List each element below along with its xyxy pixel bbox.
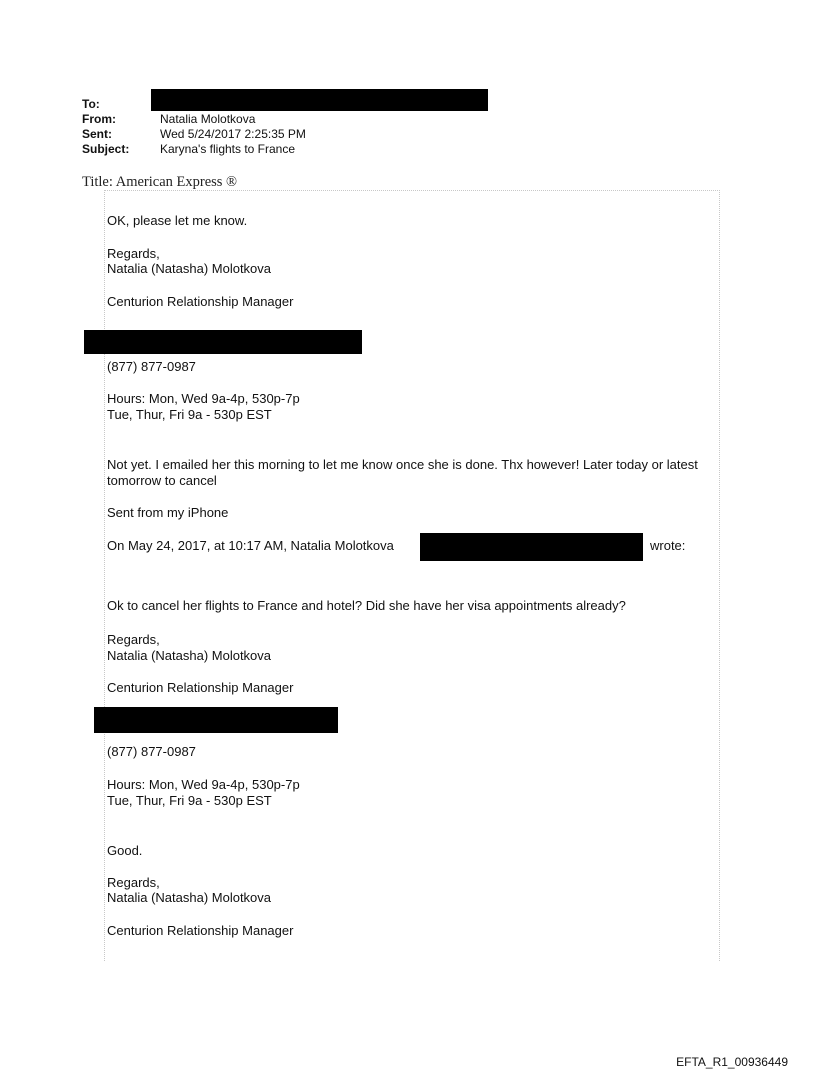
message-text-2: Ok to cancel her flights to France and hotel? Did she have her visa appointments already? xyxy=(107,598,626,613)
signature-name-3: Natalia (Natasha) Molotkova xyxy=(107,890,272,905)
signature-hours-2a: Hours: Mon, Wed 9a-4p, 530p-7p xyxy=(107,777,300,792)
sent-from-iphone: Sent from my iPhone xyxy=(107,505,229,520)
reply-text: Not yet. I emailed her this morning to let me know once she is done. Thx however! Later today or latest tomorrow to cancel xyxy=(107,457,698,488)
message-text-3: Good. xyxy=(107,843,143,858)
signature-role-3: Centurion Relationship Manager xyxy=(107,923,294,938)
signature-hours-1a: Hours: Mon, Wed 9a-4p, 530p-7p xyxy=(107,391,300,406)
sent-label: Sent: xyxy=(82,127,112,141)
message-text-1: OK, please let me know. xyxy=(107,213,248,228)
signature-hours-2b: Tue, Thur, Fri 9a - 530p EST xyxy=(107,793,272,808)
quote-attribution-suffix: wrote: xyxy=(650,538,686,553)
redaction-quote-email xyxy=(420,533,643,561)
signature-phone-2: (877) 877-0987 xyxy=(107,744,196,759)
redaction-email-2 xyxy=(94,707,338,733)
redaction-email-1 xyxy=(84,330,362,354)
document-id: EFTA_R1_00936449 xyxy=(676,1055,788,1069)
signature-phone-1: (877) 877-0987 xyxy=(107,359,196,374)
document-title: Title: American Express ® xyxy=(82,174,238,190)
sent-value: Wed 5/24/2017 2:25:35 PM xyxy=(160,127,306,141)
signature-name-2: Natalia (Natasha) Molotkova xyxy=(107,648,272,663)
signature-name-1: Natalia (Natasha) Molotkova xyxy=(107,261,272,276)
from-value: Natalia Molotkova xyxy=(160,112,256,126)
quote-attribution: On May 24, 2017, at 10:17 AM, Natalia Molotkova xyxy=(107,538,394,553)
signature-hours-1b: Tue, Thur, Fri 9a - 530p EST xyxy=(107,407,272,422)
subject-label: Subject: xyxy=(82,142,130,156)
regards-3: Regards, xyxy=(107,875,160,890)
subject-value: Karyna's flights to France xyxy=(160,142,296,156)
signature-role-2: Centurion Relationship Manager xyxy=(107,680,294,695)
regards-1: Regards, xyxy=(107,246,160,261)
from-label: From: xyxy=(82,112,116,126)
to-label: To: xyxy=(82,97,100,111)
regards-2: Regards, xyxy=(107,632,160,647)
redaction-to xyxy=(151,89,488,111)
signature-role-1: Centurion Relationship Manager xyxy=(107,294,294,309)
